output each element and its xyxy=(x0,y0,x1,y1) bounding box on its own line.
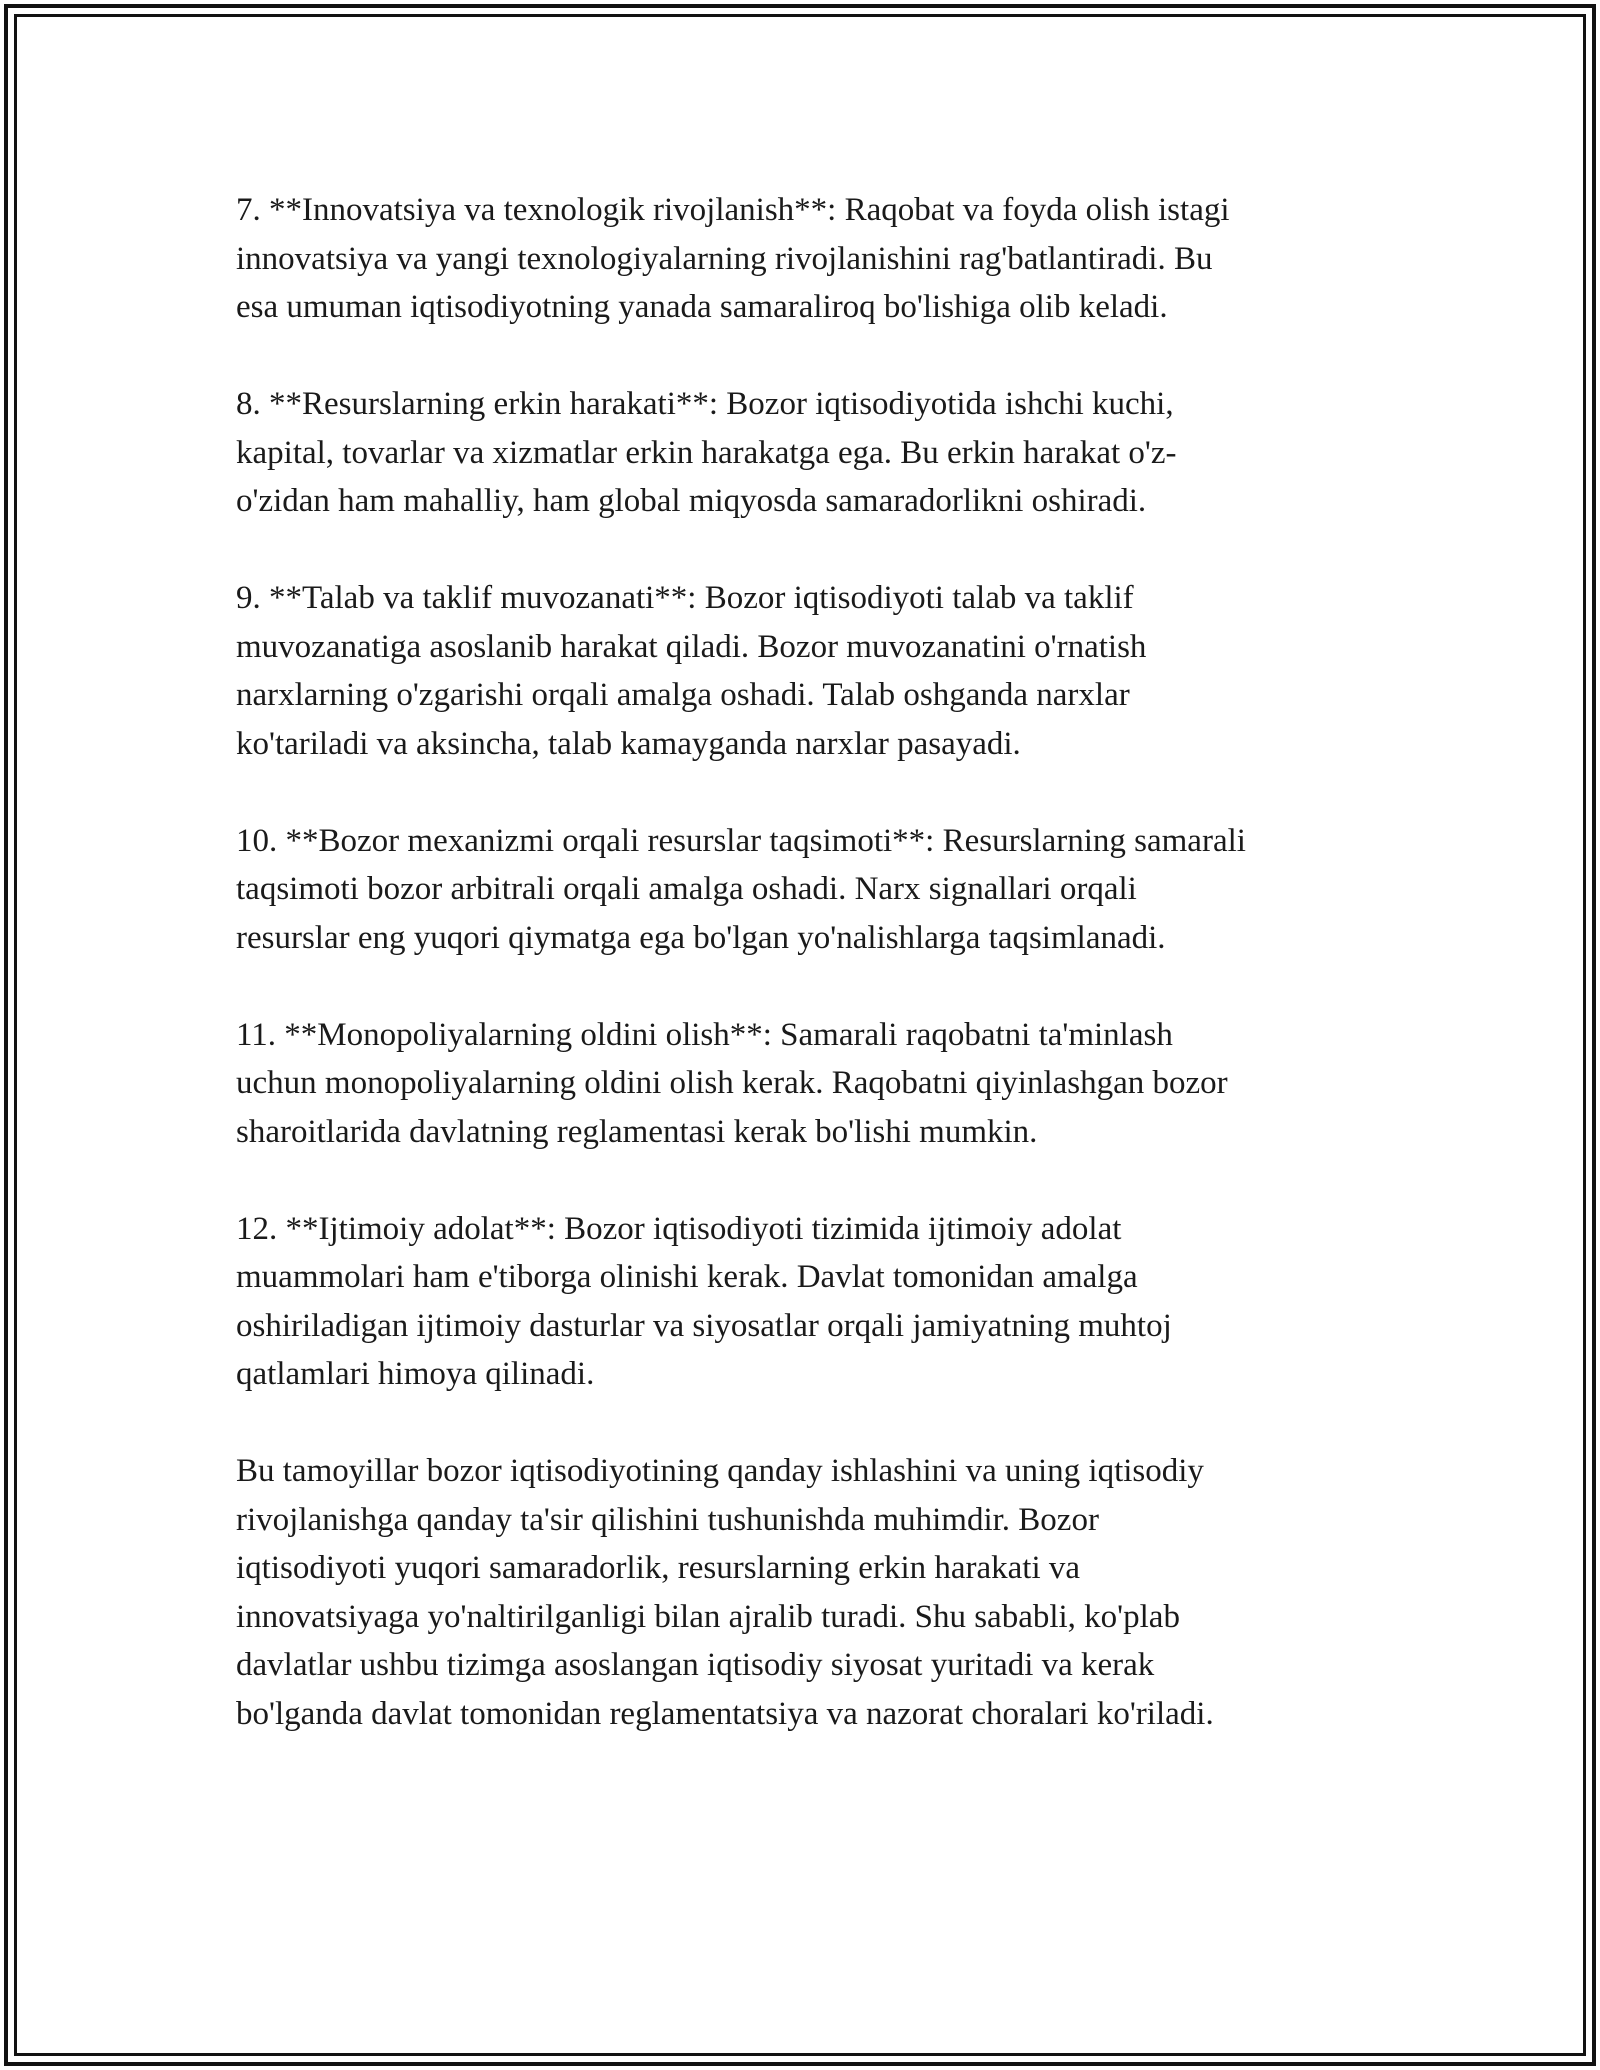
paragraph-11-monopoly-prevention: 11. **Monopoliyalarning oldini olish**: Samarali raqobatni ta'minlash uchun monopoliyalarning oldini olish kerak. Raqobatni qiyinlashgan bozor sharoitlarida davlatning reglamentasi kerak bo'lishi mumkin. xyxy=(236,1016,1228,1150)
paragraph-9-supply-demand: 9. **Talab va taklif muvozanati**: Bozor iqtisodiyoti talab va taklif muvozanatiga asoslanib harakat qiladi. Bozor muvozanatini o'rnatish narxlarning o'zgarishi orqali amalga oshadi. Talab oshganda narxlar ko'tariladi va aksincha, talab kamayganda narxlar pasayadi. xyxy=(236,580,1147,762)
paragraph-8-resource-mobility: 8. **Resurslarning erkin harakati**: Bozor iqtisodiyotida ishchi kuchi, kapital, tovarlar va xizmatlar erkin harakatga ega. Bu erkin harakat o'z- o'zidan ham mahalliy, ham global miqyosda samaradorlikni oshiradi. xyxy=(236,386,1177,519)
paragraph-7-innovation: 7. **Innovatsiya va texnologik rivojlanish**: Raqobat va foyda olish istagi innovatsiya va yangi texnologiyalarning rivojlanishini rag'batlantiradi. Bu esa umuman iqtisodiyotning yanada samaraliroq bo'lishiga olib keladi. xyxy=(236,192,1230,325)
paragraph-10-resource-allocation: 10. **Bozor mexanizmi orqali resurslar taqsimoti**: Resurslarning samarali taqsimoti bozor arbitrali orqali amalga oshadi. Narx signallari orqali resurslar eng yuqori qiymatga ega bo'lgan yo'nalishlarga taqsimlanadi. xyxy=(236,822,1246,956)
paragraph-conclusion: Bu tamoyillar bozor iqtisodiyotining qanday ishlashini va uning iqtisodiy rivojlanishga qanday ta'sir qilishini tushunishda muhimdir. Bozor iqtisodiyoti yuqori samaradorlik, resurslarning erkin harakati va innovatsiyaga yo'naltirilganligi bilan ajralib turadi. Shu sababli, ko'plab davlatlar ushbu tizimga asoslangan iqtisodiy siyosat yuritadi va kerak bo'lganda davlat tomonidan reglamentatsiya va nazorat choralari ko'riladi. xyxy=(236,1453,1214,1732)
paragraph-12-social-justice: 12. **Ijtimoiy adolat**: Bozor iqtisodiyoti tizimida ijtimoiy adolat muammolari ham e'tiborga olinishi kerak. Davlat tomonidan amalga oshiriladigan ijtimoiy dasturlar va siyosatlar orqali jamiyatning muhtoj qatlamlari himoya qilinadi. xyxy=(236,1210,1172,1392)
document-body xyxy=(236,186,1376,1738)
